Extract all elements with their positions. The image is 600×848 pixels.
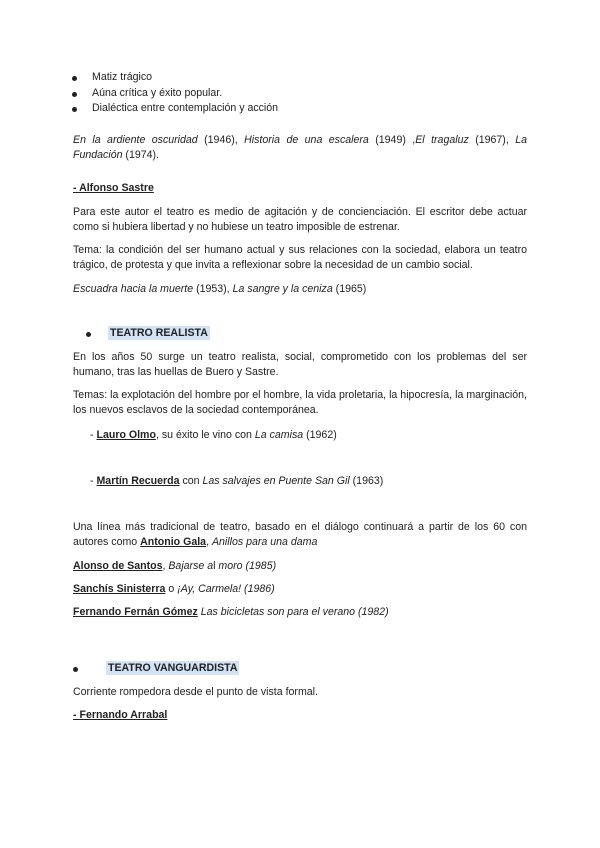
- alonso-de-santos-line: Alonso de Santos, Bajarse al moro (1985): [73, 560, 277, 572]
- bullet-icon: [73, 667, 78, 672]
- sastre-heading: - Alfonso Sastre: [73, 182, 154, 194]
- realista-heading: TEATRO REALISTA: [88, 326, 210, 341]
- bullet-icon: [72, 76, 77, 81]
- characteristics-list: [72, 70, 532, 117]
- list-item: Matiz trágico: [72, 70, 532, 86]
- bullet-icon: [72, 92, 77, 97]
- sastre-paragraph-2: Tema: la condición del ser humano actual y sus relaciones con la sociedad, elabora un teatro trágico, de protesta y que invita a reflexionar sobre la necesidad de un cambio social.: [73, 244, 527, 271]
- sastre-paragraph-1: Para este autor el teatro es medio de agitación y de concienciación. El escritor debe actuar como si hubiera libertad y no hubiese un teatro imposible de estrenar.: [73, 206, 527, 233]
- martin-recuerda-line: - Martín Recuerda con Las salvajes en Puente San Gil (1963): [90, 475, 384, 487]
- bullet-icon: [86, 332, 91, 337]
- vanguardista-paragraph: Corriente rompedora desde el punto de vista formal.: [73, 686, 318, 698]
- sanchis-sinisterra-line: Sanchís Sinisterra o ¡Ay, Carmela! (1986): [73, 583, 275, 595]
- realista-paragraph-1: En los años 50 surge un teatro realista, social, comprometido con los problemas del ser humano, tras las huellas de Buero y Sastre.: [73, 351, 527, 378]
- buero-works: En la ardiente oscuridad (1946), Historia de una escalera (1949) ,El tragaluz (1967), La Fundación (1974).: [73, 134, 527, 161]
- lauro-olmo-line: - Lauro Olmo, su éxito le vino con La camisa (1962): [90, 429, 337, 441]
- vanguardista-heading: TEATRO VANGUARDISTA: [73, 661, 239, 676]
- fernan-gomez-line: Fernando Fernán Gómez Las bicicletas son para el verano (1982): [73, 606, 389, 618]
- bullet-icon: [72, 107, 77, 112]
- list-item: Aúna crítica y éxito popular.: [72, 86, 532, 102]
- tradicional-paragraph: Una línea más tradicional de teatro, basado en el diálogo continuará a partir de los 60 con autores como Antonio Gala, Anillos para una dama: [73, 521, 527, 548]
- realista-paragraph-2: Temas: la explotación del hombre por el hombre, la vida proletaria, la hipocresía, la marginación, los nuevos esclavos de la sociedad contemporánea.: [73, 389, 527, 416]
- list-item: Dialéctica entre contemplación y acción: [72, 101, 532, 117]
- arrabal-heading: - Fernando Arrabal: [73, 709, 168, 721]
- sastre-works: Escuadra hacia la muerte (1953), La sangre y la ceniza (1965): [73, 283, 367, 295]
